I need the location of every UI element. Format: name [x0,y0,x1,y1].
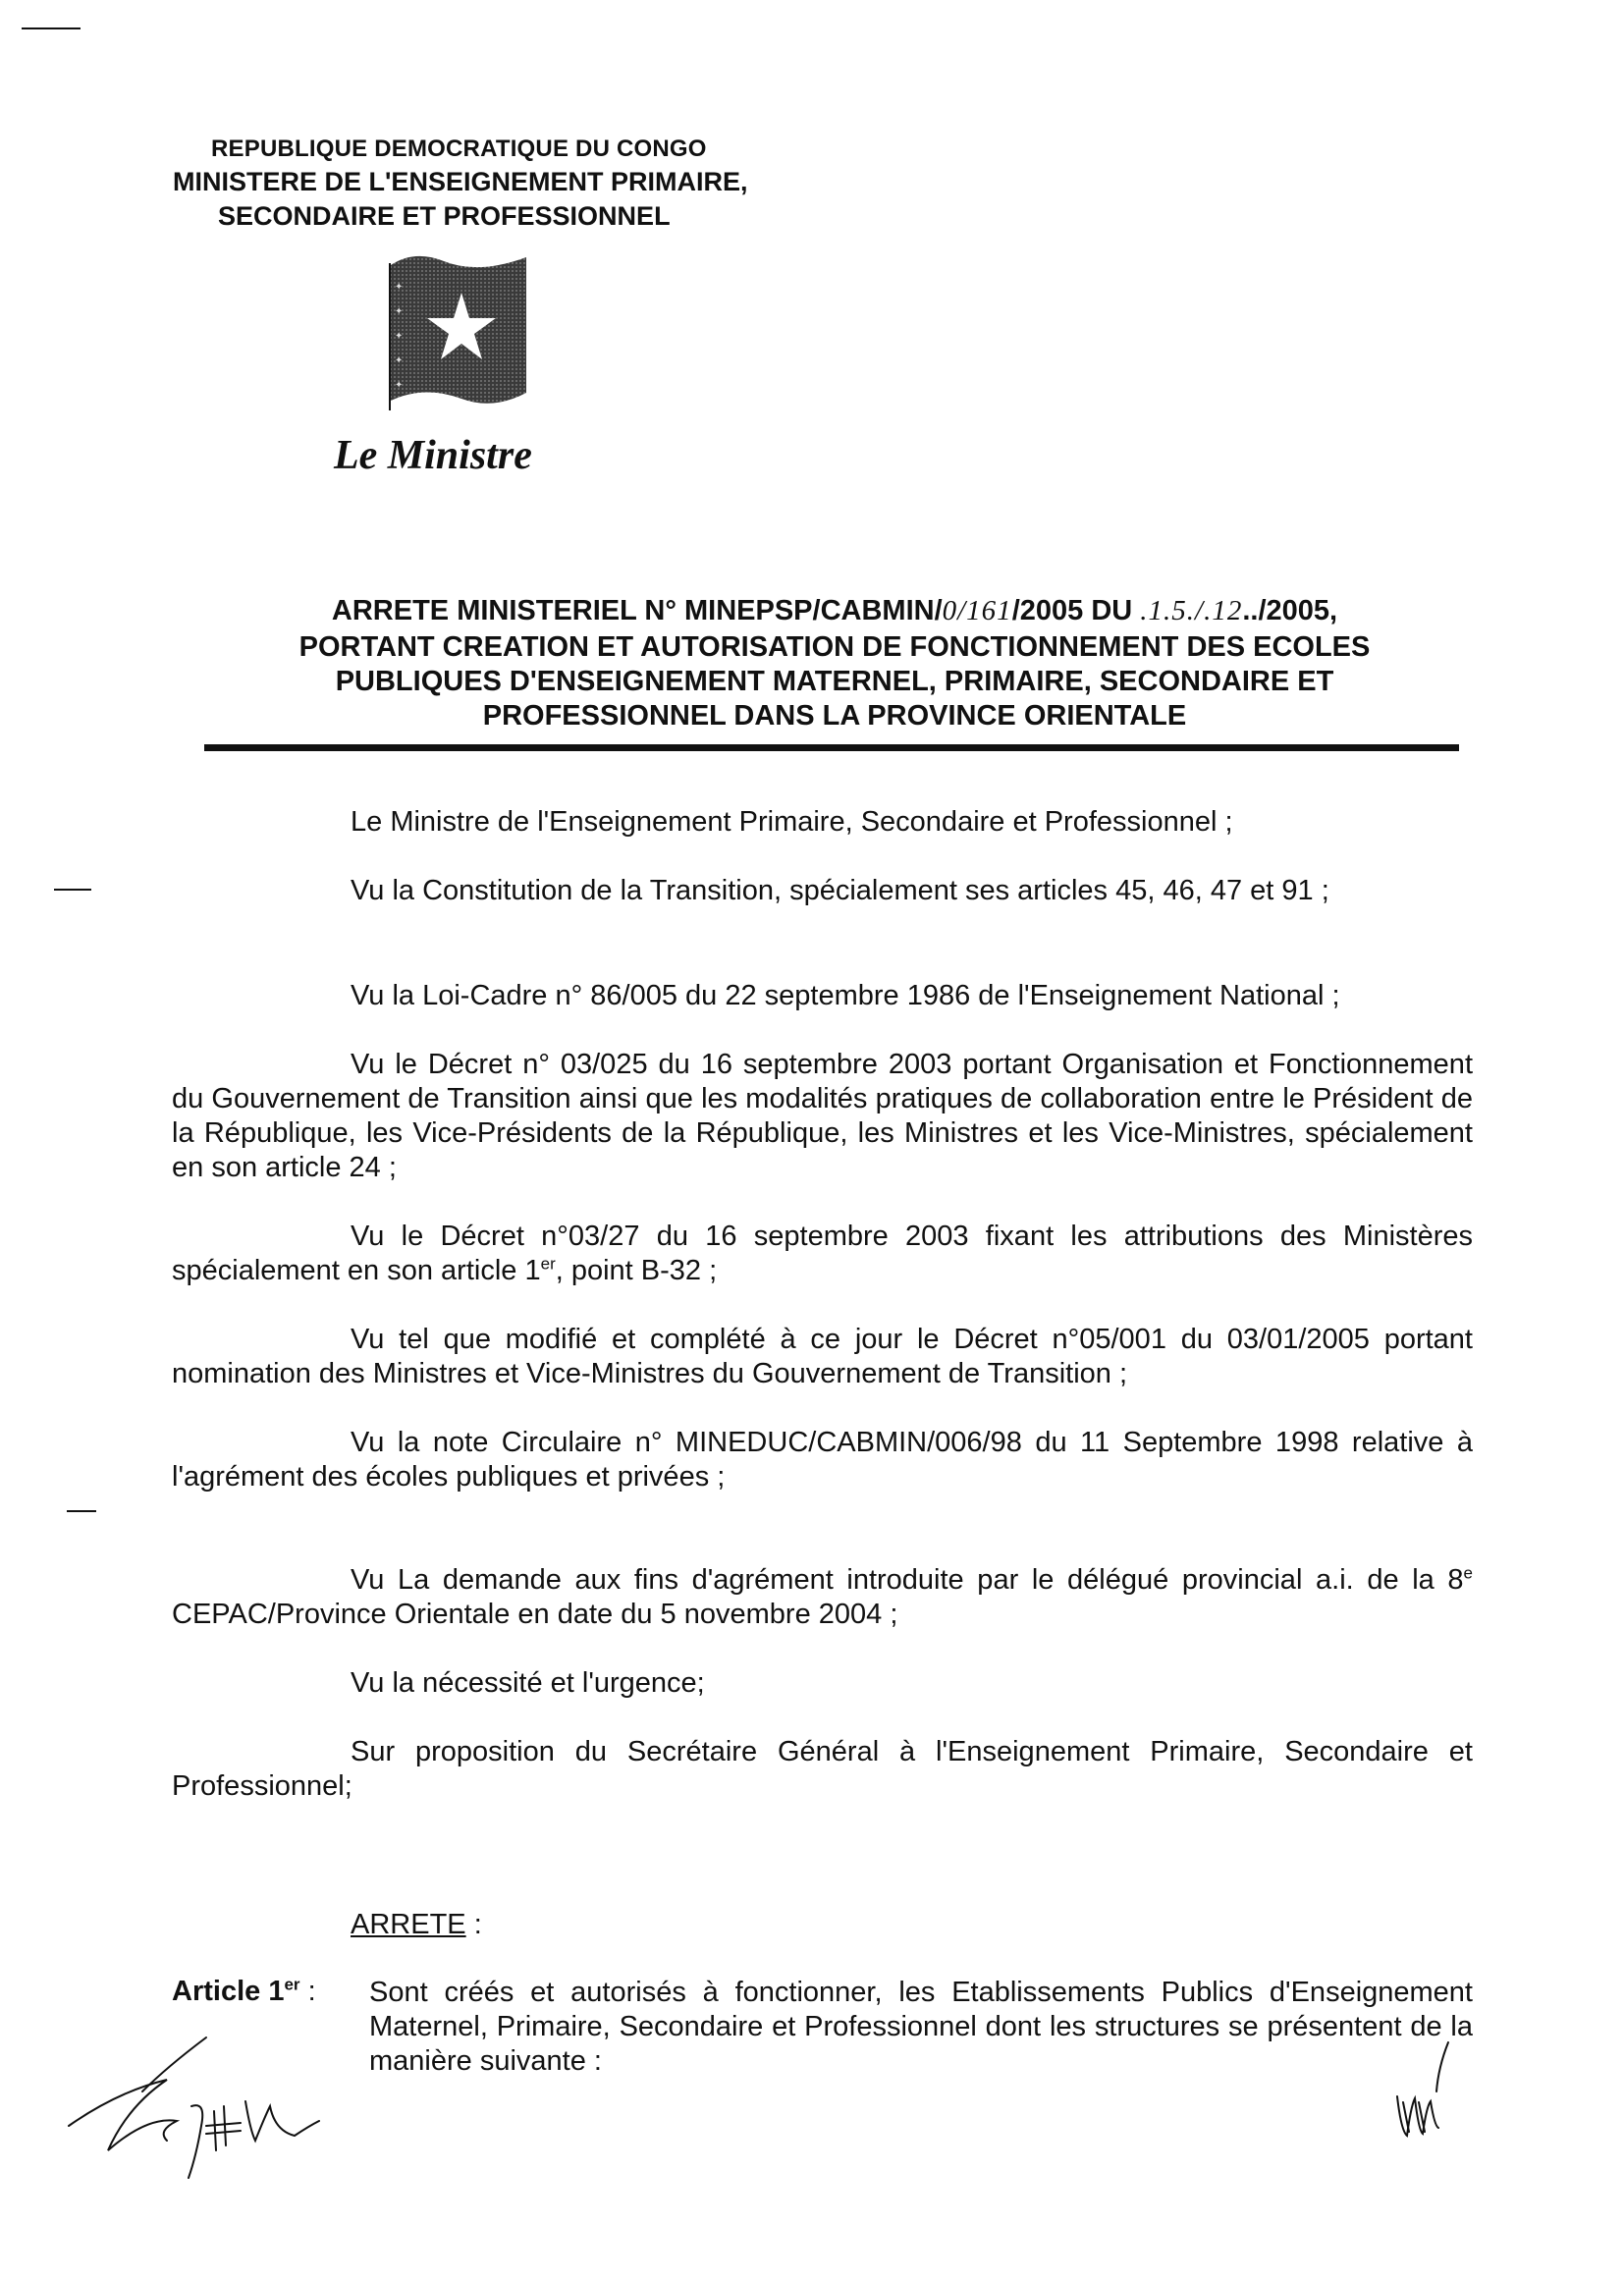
flag-emblem-icon [385,245,532,427]
paragraph-decret-03-27: Vu le Décret n°03/27 du 16 septembre 2003 fixant les attributions des Ministères spécialement en son article 1er, point B-32 ; [172,1221,1473,1286]
handwritten-date: .1.5./.12 [1140,595,1243,626]
title-divider [204,744,1459,751]
paragraph-minister: Le Ministre de l'Enseignement Primaire, Secondaire et Professionnel ; [351,806,1233,838]
minister-label: Le Ministre [334,433,532,478]
svg-text:✦: ✦ [395,380,404,391]
header-ministry: MINISTERE DE L'ENSEIGNEMENT PRIMAIRE, [173,167,748,196]
article-1-text: Sont créés et autorisés à fonctionner, les Etablissements Publics d'Enseignement Maternel, Primaire, Secondaire et Professionnel dont les structures se présentent de la manière suivante : [369,1977,1473,2077]
scan-mark [67,1510,96,1512]
decree-title-line1: ARRETE MINISTERIEL N° MINEPSP/CABMIN/0/161/2005 DU .1.5./.12../2005, [331,595,1338,626]
scan-mark [54,889,91,891]
paragraph-necessite: Vu la nécessité et l'urgence; [351,1667,705,1699]
header-republic: REPUBLIQUE DEMOCRATIQUE DU CONGO [211,136,707,162]
paragraph-demande: Vu La demande aux fins d'agrément introduite par le délégué provincial a.i. de la 8e CEPAC/Province Orientale en date du 5 novembre 2004 ; [172,1563,1473,1630]
paragraph-loi-cadre: Vu la Loi-Cadre n° 86/005 du 22 septembre 1986 de l'Enseignement National ; [351,980,1340,1011]
header-ministry-cont: SECONDAIRE ET PROFESSIONNEL [218,201,671,231]
arrete-heading: ARRETE : [351,1909,482,1940]
handwritten-number: 0/161 [942,595,1012,626]
decree-title-line2: PORTANT CREATION ET AUTORISATION DE FONCTIONNEMENT DES ECOLES [298,631,1371,663]
paragraph-constitution: Vu la Constitution de la Transition, spécialement ses articles 45, 46, 47 et 91 ; [351,875,1329,906]
paragraph-note-circulaire: Vu la note Circulaire n° MINEDUC/CABMIN/006/98 du 11 Septembre 1998 relative à l'agrément des écoles publiques et privées ; [172,1427,1473,1493]
paragraph-decret-03-025: Vu le Décret n° 03/025 du 16 septembre 2003 portant Organisation et Fonctionnement du Gouvernement de Transition ainsi que les modalités pratiques de collaboration entre le Président de la République, les Vice-Présidents de la République, les Ministres et les Vice-Ministres, spécialement en son article 24 ; [172,1049,1473,1183]
scan-mark [22,27,81,29]
svg-text:✦: ✦ [395,331,404,342]
svg-text:✦: ✦ [395,306,404,317]
decree-title-line3: PUBLIQUES D'ENSEIGNEMENT MATERNEL, PRIMAIRE, SECONDAIRE ET [335,666,1334,697]
paragraph-proposition: Sur proposition du Secrétaire Général à l'Enseignement Primaire, Secondaire et Professionnel; [172,1736,1473,1802]
signature-initials-icon [59,2033,344,2180]
signature-initials-icon [1389,2037,1458,2145]
svg-text:✦: ✦ [395,282,404,293]
article-1-label: Article 1er : [172,1975,316,2007]
svg-text:✦: ✦ [395,355,404,366]
paragraph-decret-05-001: Vu tel que modifié et complété à ce jour le Décret n°05/001 du 03/01/2005 portant nomination des Ministres et Vice-Ministres du Gouvernement de Transition ; [172,1324,1473,1389]
decree-title-line4: PROFESSIONNEL DANS LA PROVINCE ORIENTALE [482,700,1187,732]
